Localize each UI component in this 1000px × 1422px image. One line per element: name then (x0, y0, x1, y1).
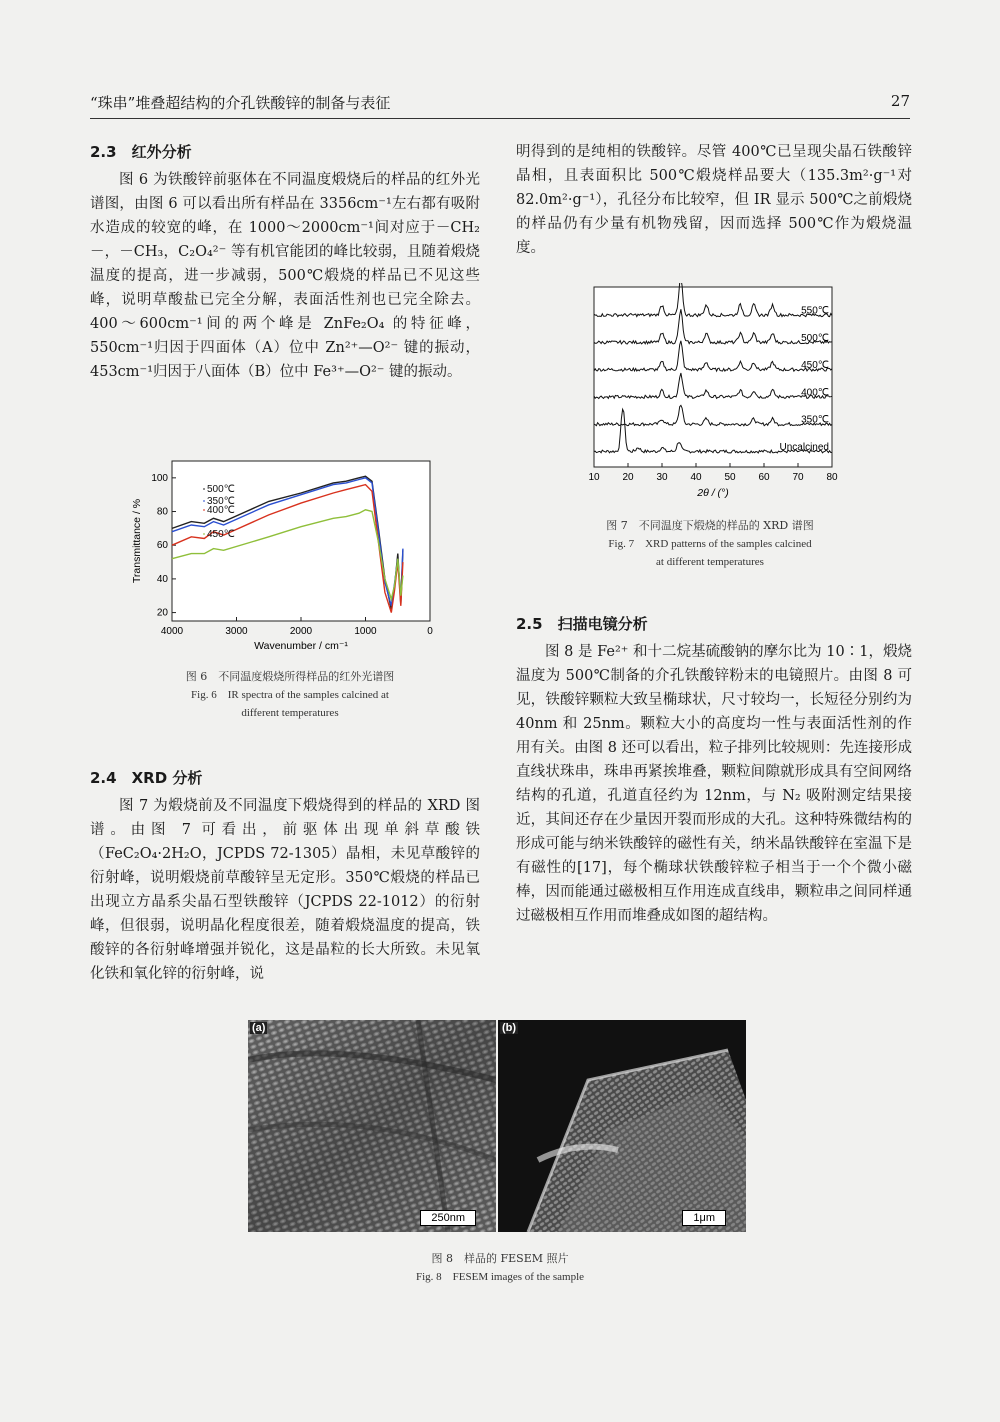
xrd-x-tick-label: 30 (656, 472, 668, 483)
fig8-caption-en: Fig. 8 FESEM images of the sample (415, 1271, 585, 1283)
xrd-x-tick-label: 70 (792, 472, 804, 483)
xrd-series-label: 500℃ (801, 332, 829, 344)
running-header (90, 92, 910, 119)
sem-texture-b (498, 1020, 746, 1232)
xrd-series-label: 450℃ (801, 360, 829, 372)
sem-image-a (248, 1020, 496, 1232)
sem-image-b (498, 1020, 746, 1232)
left-column-top (90, 140, 480, 384)
xrd-x-tick-label: 40 (690, 472, 702, 483)
scale-bar-b: 1μm (682, 1210, 726, 1226)
xrd-x-tick-label: 20 (622, 472, 634, 483)
section-2-5-title: 2.5 扫描电镜分析 (516, 615, 648, 633)
fig7-caption-en-2: at different temperatures (656, 556, 764, 568)
xrd-series-label: Uncalcined (779, 442, 829, 453)
page-number: 27 (890, 92, 910, 110)
figure-6 (120, 455, 450, 655)
right-column-top (516, 140, 912, 260)
ir-y-tick-label: 40 (156, 573, 168, 585)
section-2-4-paragraph: 图 7 为煅烧前及不同温度下煅烧得到的样品的 XRD 图谱。由图 7 可看出，前驱体出现单斜草酸铁（FeC₂O₄·2H₂O，JCPDS 72-1305）晶相，未见草酸锌的衍射峰，说明煅烧前草酸锌呈无定形。350℃煅烧的样品已出现立方晶系尖晶石型铁酸锌（JCPDS 22-1012）的衍射峰，但很弱，说明晶化程度很差，随着煅烧温度的提高，铁酸锌的各衍射峰增强并锐化，这是晶粒的长大所致。未见氧化铁和氧化锌的衍射峰，说 (90, 798, 480, 982)
ir-x-tick-label: 4000 (160, 626, 184, 637)
sem-label-a: (a) (252, 1022, 266, 1034)
ir-legend-label: 500℃ (207, 484, 235, 495)
ir-x-axis-label: Wavenumber / cm⁻¹ (254, 640, 348, 652)
ir-legend-label: 450℃ (207, 529, 235, 540)
xrd-series-label: 400℃ (801, 387, 829, 399)
ir-y-axis-label: Transmittance / % (131, 498, 143, 584)
xrd-series-label: 550℃ (801, 305, 829, 317)
right-column-bottom (516, 612, 912, 928)
left-column-bottom (90, 766, 480, 986)
figure-8-caption (300, 1250, 700, 1286)
xrd-patterns-chart (572, 283, 852, 513)
fig7-caption-cn: 图 7 不同温度下煅烧的样品的 XRD 谱图 (606, 519, 814, 532)
sem-label-b: (b) (502, 1022, 517, 1034)
section-2-5-paragraph: 图 8 是 Fe²⁺ 和十二烷基硫酸钠的摩尔比为 10∶1，煅烧温度为 500℃制备的介孔铁酸锌粉末的电镜照片。由图 8 可见，铁酸锌颗粒大致呈椭球状，尺寸较均一，长短径分别约为 40nm 和 25nm。颗粒大小的高度均一性与表面活性剂的作用有关。由图 8 还可以看出，粒子排列比较规则：先连接形成直线状珠串，珠串再紧挨堆叠，颗粒间隙就形成具有空间网络结构的孔道，孔道直径约为 12nm，与 N₂ 吸附测定结果接近，其间还存在少量因开裂而形成的大孔。这种特殊微结构的形成可能与纳米铁酸锌的磁性有关，纳米晶铁酸锌在室温下是有磁性的[17]，每个椭球状铁酸锌粒子相当于一个个微小磁棒，因而能通过磁极相互作用连成直线串，颗粒串之间同样通过磁极相互作用而堆叠成如图的超结构。 (516, 644, 912, 924)
ir-y-tick-label: 100 (151, 472, 168, 484)
ir-y-tick-label: 80 (156, 506, 168, 518)
xrd-continuation-paragraph: 明得到的是纯相的铁酸锌。尽管 400℃已呈现尖晶石铁酸锌晶相，且表面积比 500℃煅烧样品要大（135.3m²·g⁻¹对 82.0m²·g⁻¹），孔径分布比较窄，但 IR 显示 500℃之前煅烧的样品仍有少量有机物残留，因而选择 500℃作为煅烧温度。 (516, 144, 912, 256)
xrd-series-label: 350℃ (801, 414, 829, 426)
scale-bar-a: 250nm (420, 1210, 476, 1226)
ir-x-tick-label: 2000 (289, 626, 313, 637)
ir-x-tick-label: 0 (427, 626, 433, 637)
section-2-4-title: 2.4 XRD 分析 (90, 769, 203, 787)
ir-x-tick-label: 1000 (354, 626, 377, 637)
xrd-x-tick-label: 80 (826, 472, 838, 483)
ir-legend-label: 350℃ (207, 496, 235, 507)
xrd-x-tick-label: 60 (758, 472, 770, 483)
xrd-x-axis-label: 2θ / (°) (697, 487, 729, 499)
fig6-caption-cn: 图 6 不同温度煅烧所得样品的红外光谱图 (185, 670, 395, 683)
section-2-3-paragraph: 图 6 为铁酸锌前驱体在不同温度煅烧后的样品的红外光谱图，由图 6 可以看出所有样品在 3356cm⁻¹左右都有吸附水造成的较宽的峰，在 1000～2000cm⁻¹间对应于－CH₂－，－CH₃，C₂O₄²⁻ 等有机官能团的峰比较弱，且随着煅烧温度的提高，进一步减弱，500℃煅烧的样品已不见这些峰，说明草酸盐已完全分解，表面活性剂也已完全除去。400～600cm⁻¹间的两个峰是 ZnFe₂O₄ 的特征峰，550cm⁻¹归因于四面体（A）位中 Zn²⁺—O²⁻ 键的振动，453cm⁻¹归因于八面体（B）位中 Fe³⁺—O²⁻ 键的振动。 (90, 172, 480, 380)
figure-6-caption (120, 668, 460, 722)
fig6-caption-en-1: Fig. 6 IR spectra of the samples calcined at (191, 689, 389, 701)
xrd-x-tick-label: 50 (724, 472, 736, 483)
figure-7 (572, 283, 852, 513)
fig6-caption-en-2: different temperatures (241, 707, 339, 719)
sem-texture-a (248, 1020, 496, 1232)
xrd-x-tick-label: 10 (588, 472, 600, 483)
header-title: “珠串”堆叠超结构的介孔铁酸锌的制备与表征 (90, 94, 391, 112)
fig7-caption-en-1: Fig. 7 XRD patterns of the samples calcined (608, 538, 812, 550)
ir-spectra-chart (120, 455, 450, 655)
ir-legend-label: 400℃ (207, 505, 235, 516)
ir-y-tick-label: 20 (156, 607, 168, 619)
ir-x-tick-label: 3000 (225, 626, 248, 637)
ir-y-tick-label: 60 (156, 540, 168, 552)
section-2-3-title: 2.3 红外分析 (90, 143, 192, 161)
fig8-caption-cn: 图 8 样品的 FESEM 照片 (431, 1252, 569, 1265)
figure-7-caption (560, 517, 860, 571)
